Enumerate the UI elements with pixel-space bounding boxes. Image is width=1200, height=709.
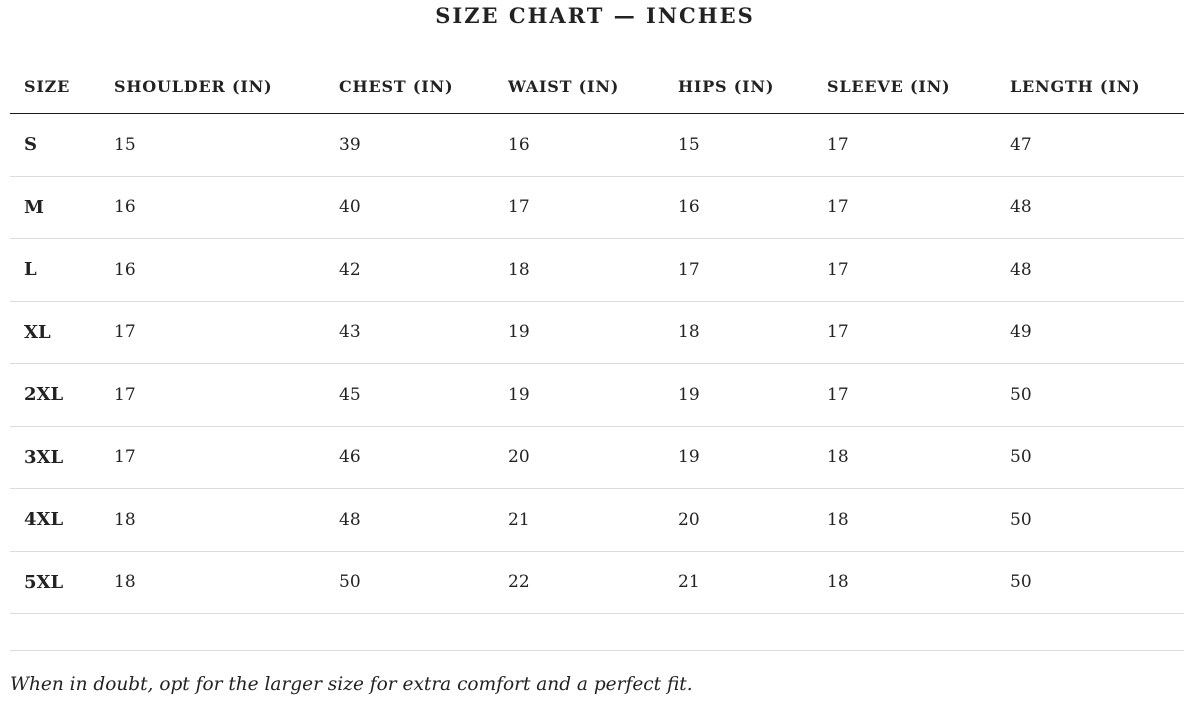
sleeve-value: 18	[827, 551, 1010, 614]
column-header-waist: WAIST (IN)	[508, 60, 678, 114]
hips-value: 20	[678, 489, 827, 552]
table-row	[10, 114, 1184, 177]
size-label: 2XL	[10, 364, 114, 427]
size-label: L	[10, 239, 114, 302]
waist-value: 19	[508, 364, 678, 427]
waist-value: 20	[508, 426, 678, 489]
chest-value: 43	[339, 301, 508, 364]
hips-value: 15	[678, 114, 827, 177]
sleeve-value: 17	[827, 114, 1010, 177]
column-header-shoulder: SHOULDER (IN)	[114, 60, 339, 114]
table-body	[10, 114, 1184, 614]
length-value: 49	[1010, 301, 1184, 364]
length-value: 50	[1010, 551, 1184, 614]
chest-value: 48	[339, 489, 508, 552]
size-label: S	[10, 114, 114, 177]
table-row	[10, 301, 1184, 364]
shoulder-value: 16	[114, 239, 339, 302]
hips-value: 17	[678, 239, 827, 302]
shoulder-value: 18	[114, 551, 339, 614]
table-row	[10, 239, 1184, 302]
table-row	[10, 176, 1184, 239]
table-row	[10, 489, 1184, 552]
page-title: SIZE CHART — INCHES	[435, 3, 755, 28]
chest-value: 40	[339, 176, 508, 239]
size-label: XL	[10, 301, 114, 364]
length-value: 50	[1010, 426, 1184, 489]
table-row	[10, 551, 1184, 614]
sleeve-value: 17	[827, 176, 1010, 239]
length-value: 48	[1010, 239, 1184, 302]
size-label: 3XL	[10, 426, 114, 489]
waist-value: 19	[508, 301, 678, 364]
size-label: 4XL	[10, 489, 114, 552]
sleeve-value: 17	[827, 301, 1010, 364]
hips-value: 16	[678, 176, 827, 239]
length-value: 50	[1010, 364, 1184, 427]
size-chart-table	[10, 60, 1184, 614]
chest-value: 46	[339, 426, 508, 489]
column-header-length: LENGTH (IN)	[1010, 60, 1184, 114]
chest-value: 39	[339, 114, 508, 177]
hips-value: 21	[678, 551, 827, 614]
column-header-sleeve: SLEEVE (IN)	[827, 60, 1010, 114]
hips-value: 19	[678, 426, 827, 489]
sleeve-value: 18	[827, 426, 1010, 489]
chest-value: 42	[339, 239, 508, 302]
hips-value: 18	[678, 301, 827, 364]
waist-value: 22	[508, 551, 678, 614]
sleeve-value: 18	[827, 489, 1010, 552]
column-header-hips: HIPS (IN)	[678, 60, 827, 114]
divider	[10, 650, 1184, 651]
hips-value: 19	[678, 364, 827, 427]
size-label: M	[10, 176, 114, 239]
shoulder-value: 17	[114, 301, 339, 364]
size-label: 5XL	[10, 551, 114, 614]
table-header-row	[10, 60, 1184, 114]
chest-value: 50	[339, 551, 508, 614]
size-chart-table-container	[10, 60, 1184, 614]
length-value: 50	[1010, 489, 1184, 552]
chest-value: 45	[339, 364, 508, 427]
shoulder-value: 17	[114, 364, 339, 427]
sleeve-value: 17	[827, 239, 1010, 302]
waist-value: 16	[508, 114, 678, 177]
table-row	[10, 426, 1184, 489]
column-header-chest: CHEST (IN)	[339, 60, 508, 114]
length-value: 47	[1010, 114, 1184, 177]
table-row	[10, 364, 1184, 427]
shoulder-value: 15	[114, 114, 339, 177]
waist-value: 17	[508, 176, 678, 239]
shoulder-value: 17	[114, 426, 339, 489]
fit-note: When in doubt, opt for the larger size for extra comfort and a perfect fit.	[10, 674, 693, 695]
waist-value: 21	[508, 489, 678, 552]
shoulder-value: 16	[114, 176, 339, 239]
length-value: 48	[1010, 176, 1184, 239]
shoulder-value: 18	[114, 489, 339, 552]
column-header-size: SIZE	[10, 60, 114, 114]
waist-value: 18	[508, 239, 678, 302]
sleeve-value: 17	[827, 364, 1010, 427]
